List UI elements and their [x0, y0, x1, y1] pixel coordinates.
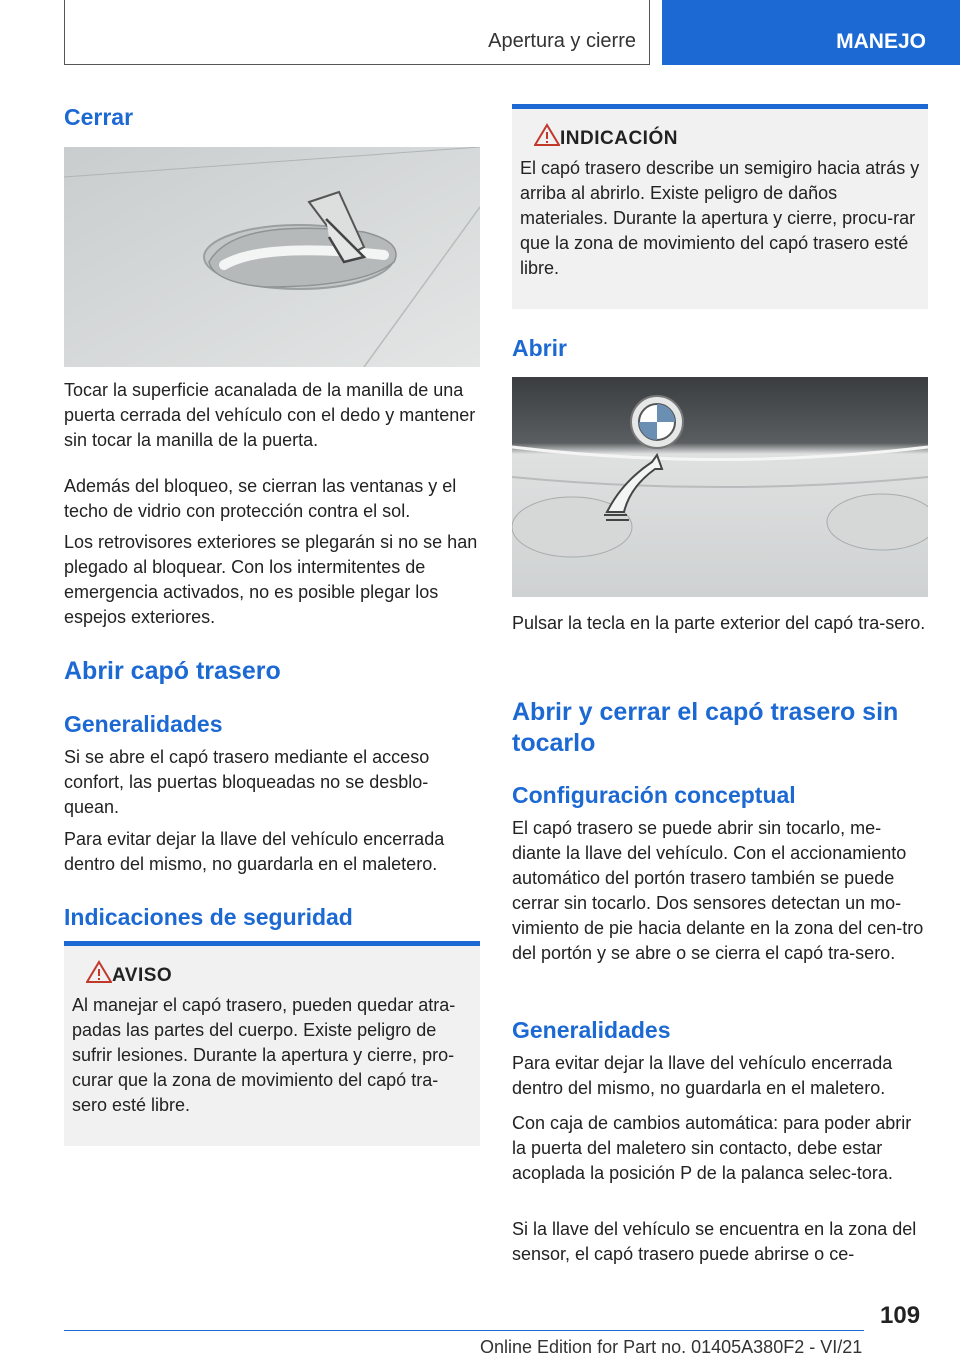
warning-triangle-icon [86, 960, 112, 984]
cerrar-paragraph-3: Los retrovisores exteriores se plegarán si no se han plegado al bloquear. Con los intermitentes de emergencia activados, no es posible plegar los espejos exteriores. [64, 532, 478, 627]
aviso-title: AVISO [112, 965, 173, 986]
heading-abrir: Abrir [512, 335, 567, 361]
aviso-text: Al manejar el capó trasero, pueden quedar atra‐padas las partes del cuerpo. Existe peligro de sufrir lesiones. Durante la apertura y cierre, pro‐curar que la zona de movimiento del capó tra‐sero esté libre. [72, 995, 456, 1115]
heading-abrir-capo: Abrir capó trasero [64, 657, 281, 685]
abrir-paragraph-1: Pulsar la tecla en la parte exterior del capó tra‐sero. [512, 613, 926, 633]
heading-configuracion-conceptual: Configuración conceptual [512, 782, 796, 808]
heading-generalidades: Generalidades [64, 711, 223, 737]
page-number: 109 [880, 1302, 921, 1329]
heading-cerrar: Cerrar [64, 104, 134, 130]
indicacion-title: INDICACIÓN [560, 128, 678, 149]
notice-top-bar [512, 104, 928, 109]
door-handle-image [64, 147, 480, 367]
config-paragraph-1: El capó trasero se puede abrir sin tocarlo, me‐diante la llave del vehículo. Con el accionamiento automático del portón trasero también se puede cerrar sin tocarlo. Dos sensores detectan un mo‐vimiento de pie hacia delante en la zona del cen‐tro del portón y se abre o se cierra el capó tra‐sero. [512, 818, 924, 963]
generalidades2-paragraph-3: Si la llave del vehículo se encuentra en la zona del sensor, el capó trasero puede abrirse o ce‐ [512, 1219, 917, 1264]
warning-triangle-icon [534, 123, 560, 147]
generalidades-paragraph-2: Para evitar dejar la llave del vehículo encerrada dentro del mismo, no guardarla en el maletero. [64, 829, 445, 874]
heading-indicaciones-seguridad: Indicaciones de seguridad [64, 904, 353, 930]
heading-generalidades-2: Generalidades [512, 1017, 671, 1043]
header-chapter-tab: MANEJO [662, 0, 960, 65]
door-handle-illustration [64, 147, 480, 367]
indicacion-text: El capó trasero describe un semigiro hacia atrás y arriba al abrirlo. Existe peligro de daños materiales. Durante la apertura y cierre, procu‐rar que la zona de movimiento del capó trasero esté libre. [520, 158, 920, 278]
header-section-title: Apertura y cierre [488, 30, 636, 52]
cerrar-paragraph-2: Además del bloqueo, se cierran las ventanas y el techo de vidrio con protección contra el sol. [64, 476, 457, 521]
footer-rule [64, 1330, 864, 1331]
generalidades2-paragraph-2: Con caja de cambios automática: para poder abrir la puerta del maletero sin contacto, debe estar acoplada la posición P de la palanca selec‐tora. [512, 1113, 912, 1183]
header-rule [64, 64, 650, 65]
generalidades-paragraph-1: Si se abre el capó trasero mediante el acceso confort, las puertas bloqueadas no se desblo‐quean. [64, 747, 430, 817]
footer-edition: Online Edition for Part no. 01405A380F2 - VI/21 [480, 1337, 863, 1357]
trunk-button-image [512, 377, 928, 597]
notice-top-bar [64, 941, 480, 946]
trunk-button-illustration [512, 377, 928, 597]
indicacion-notice-box [512, 104, 928, 309]
aviso-notice-box [64, 941, 480, 1146]
cerrar-paragraph-1: Tocar la superficie acanalada de la manilla de una puerta cerrada del vehículo con el dedo y mantener sin tocar la manilla de la puerta. [64, 380, 476, 450]
generalidades2-paragraph-1: Para evitar dejar la llave del vehículo encerrada dentro del mismo, no guardarla en el maletero. [512, 1053, 893, 1098]
heading-abrir-cerrar-sin-tocarlo: Abrir y cerrar el capó trasero sin tocarlo [512, 698, 899, 757]
